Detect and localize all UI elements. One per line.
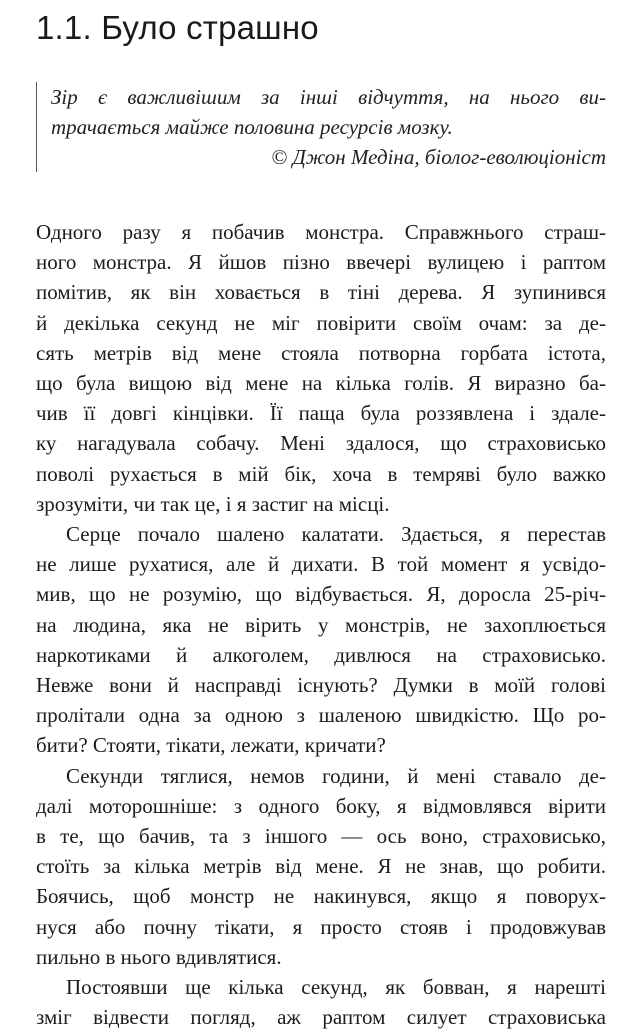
- text-line: Секунди тяглися, немов години, й мені ставало де-: [66, 763, 606, 788]
- text-line: Одного разу я побачив монстра. Справжнього страш-: [36, 220, 606, 244]
- text-line: на людина, яка не вірить у монстрів, не захоплюється: [36, 612, 606, 637]
- text-line: що була вищою від мене на кілька голів. Я виразно ба-: [36, 371, 606, 396]
- text-line: в те, що бачив, та з іншого — ось воно, страховисько,: [36, 824, 606, 849]
- text-line: далі моторошніше: з одного боку, я відмовлявся вірити: [36, 793, 606, 818]
- text-line: наркотиками й алкоголем, дивлюся на страховисько.: [36, 642, 606, 667]
- text-line: й декілька секунд не міг повірити своїм очам: за де-: [36, 310, 606, 335]
- text-line: сять метрів від мене стояла потворна горбата істота,: [36, 340, 606, 365]
- section-title: 1.1. Було страшно: [36, 9, 319, 46]
- text-line: бити? Стояти, тікати, лежати, кричати?: [36, 733, 386, 758]
- text-line: нуся або почну тікати, я просто стояв і продовжував: [36, 914, 606, 939]
- text-line: чив її довгі кінцівки. Її паща була роззявлена і здале-: [36, 401, 606, 426]
- text-line: Невже вони й насправді існують? Думки в моїй голові: [36, 673, 606, 698]
- paragraph: [36, 972, 606, 1032]
- text-line: ку нагадувала собачу. Мені здалося, що страховисько: [36, 431, 606, 456]
- epigraph-quote: [36, 82, 606, 172]
- paragraph: [36, 761, 606, 972]
- text-line: пильно в нього вдивлятися.: [36, 944, 282, 969]
- text-line: мив, що не розумію, що відбувається. Я, доросла 25-річ-: [36, 582, 606, 607]
- paragraph: [36, 217, 606, 519]
- text-line: поволі рухається в мій бік, хоча в темряві було важко: [36, 461, 606, 486]
- body-text: [36, 217, 606, 1032]
- epigraph-line: Зір є важливішим за інші відчуття, на нього ви-: [51, 85, 606, 109]
- text-line: Серце почало шалено калатати. Здається, я перестав: [66, 522, 606, 547]
- text-line: Постоявши ще кілька секунд, як бовван, я нарешті: [66, 975, 606, 1000]
- text-line: зрозуміти, чи так це, і я застиг на місці.: [36, 491, 390, 516]
- text-line: ного монстра. Я йшов пізно ввечері вулицею і раптом: [36, 250, 606, 275]
- text-line: пролітали одна за одною з шаленою швидкістю. Що ро-: [36, 703, 606, 728]
- text-line: не лише рухатися, але й дихати. В той момент я усвідо-: [36, 552, 606, 577]
- text-line: стоїть за кілька метрів від мене. Я не знав, що робити.: [36, 854, 606, 879]
- epigraph-attribution: © Джон Медіна, біолог-еволюціоніст: [271, 145, 606, 169]
- epigraph-line: трачається майже половина ресурсів мозку.: [51, 115, 453, 139]
- text-line: зміг відвести погляд, аж раптом силует страховиська: [36, 1005, 606, 1030]
- text-line: помітив, як він ховається в тіні дерева. Я зупинився: [36, 280, 606, 305]
- paragraph: [36, 519, 606, 761]
- text-line: Боячись, щоб монстр не накинувся, якщо я поворух-: [36, 884, 606, 909]
- book-page: [36, 0, 606, 1032]
